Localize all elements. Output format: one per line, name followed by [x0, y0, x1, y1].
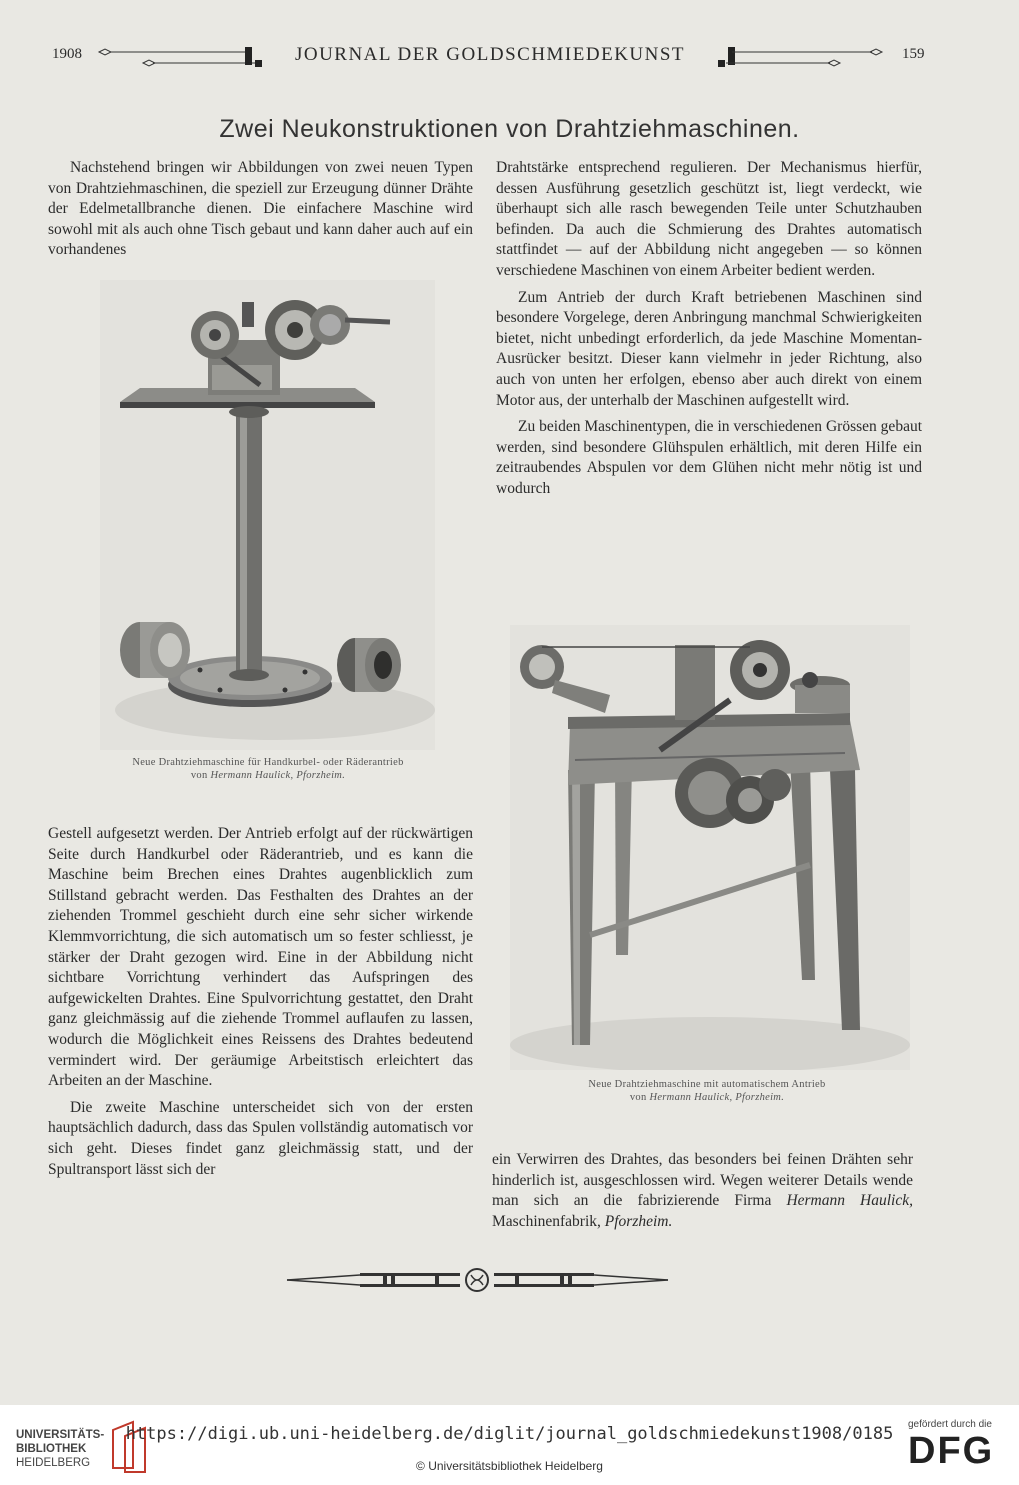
page-number: 159 — [902, 46, 925, 62]
figure-1-caption — [88, 756, 448, 782]
caption-maker-line — [522, 1091, 892, 1104]
year: 1908 — [52, 46, 82, 62]
figure-hand-crank-machine — [100, 280, 435, 750]
right-column-bottom — [492, 1150, 913, 1232]
library-line: BIBLIOTHEK — [16, 1443, 87, 1455]
figure-2-caption — [522, 1078, 892, 1104]
paragraph: Nachstehend bringen wir Abbildungen von zwei neuen Typen von Drahtziehmaschinen, die speziell zur Erzeugung dünner Drähte der Edelmetallbranche dienen. Die einfachere Maschine wird sowohl mit als auch ohne Tisch gebaut und kann daher auch auf ein vorhandenes — [48, 159, 473, 259]
permalink-url[interactable]: https://digi.ub.uni-heidelberg.de/diglit/journal_goldschmiedekunst1908/0185 — [125, 1424, 894, 1444]
paragraph — [492, 1150, 913, 1232]
funding-label: gefördert durch die — [908, 1419, 992, 1430]
left-column-top — [48, 158, 473, 261]
text-segment: Maschinenfabrik, — [492, 1212, 601, 1230]
caption-maker-line — [88, 769, 448, 782]
caption-von: von — [190, 770, 208, 781]
paragraph: Zu beiden Maschinentypen, die in verschiedenen Grössen gebaut werden, sind besondere Glühspulen erhältlich, mit deren Hilfe ein zeitraubendes Abspulen vor dem Glühen nicht mehr nötig ist und wodurch — [496, 418, 922, 497]
firm-name: Hermann Haulick, — [786, 1192, 913, 1210]
journal-title: JOURNAL DER GOLDSCHMIEDEKUNST — [294, 44, 686, 65]
dfg-logo: DFG — [908, 1430, 995, 1472]
city-name: Pforzheim. — [604, 1212, 673, 1230]
text-segment: ein Verwirren des Drahtes, das besonders bei feinen Drähten sehr hinderlich ist, ausgeschlossen wird. Wegen weiterer Details wende man sich an die fabrizierende Firma — [492, 1151, 913, 1210]
right-column-top — [496, 158, 922, 500]
header-rule-right — [702, 44, 887, 70]
left-column-bottom — [48, 824, 473, 1180]
caption-title: Neue Drahtziehmaschine für Handkurbel- oder Räderantrieb — [132, 757, 404, 768]
copyright-text: © Universitätsbibliothek Heidelberg — [416, 1459, 603, 1473]
paragraph: Gestell aufgesetzt werden. Der Antrieb erfolgt auf der rückwärtigen Seite durch Handkurbel oder Räderantrieb, und es kann die Maschine beim Brechen eines Drahtes augenblicklich zum Stillstand gebracht werden. Das Festhalten des Drahtes an der ziehenden Trommel geschieht durch eine sehr sicher wirkende Klemmvorrichtung, die sich automatisch um so fester schliesst, je stärker der Draht gezogen wird. Eine in der Abbildung nicht sichtbare Vorrichtung verhindert das Aufspringen des aufgewickelten Drahtes. Eine Spulvorrichtung gestattet, den Draht ganz gleichmässig auf die ziehende Trommel auflaufen zu lassen, wodurch die Möglichkeit eines Reissens des Drahtes bedeutend vermindert wird. Der geräumige Arbeitstisch erleichtert das Arbeiten an der Maschine. — [48, 825, 473, 1090]
figure-automatic-machine — [510, 625, 910, 1070]
article-title: Zwei Neukonstruktionen von Drahtziehmaschinen. — [219, 115, 800, 143]
header-rule-left — [95, 44, 280, 70]
caption-title: Neue Drahtziehmaschine mit automatischem Antrieb — [588, 1079, 826, 1090]
ornament-divider — [285, 1267, 670, 1293]
caption-maker: Hermann Haulick, Pforzheim. — [649, 1092, 785, 1103]
library-line: HEIDELBERG — [16, 1457, 91, 1469]
library-line: UNIVERSITÄTS- — [16, 1429, 105, 1441]
caption-von: von — [629, 1092, 647, 1103]
caption-maker: Hermann Haulick, Pforzheim. — [210, 770, 346, 781]
paragraph: Zum Antrieb der durch Kraft betriebenen Maschinen sind besondere Vorgelege, deren Anbringung manchmal Schwierigkeiten bietet, nicht unbedingt erforderlich, da jede Maschine Momentan-Ausrücker besitzt. Dieser kann vielmehr in jeder Richtung, also auch von unten her erfolgen, ebenso aber auch direkt von einem Motor aus, der unterhalb der Maschinen aufgestellt wird. — [496, 288, 922, 409]
paragraph: Die zweite Maschine unterscheidet sich von der ersten hauptsächlich dadurch, dass das Spulen vollständig automatisch vor sich geht. Dieses findet ganz gleichmässig statt, und der Spultransport lässt sich der — [48, 1098, 473, 1178]
paragraph: Drahtstärke entsprechend regulieren. Der Mechanismus hierfür, dessen Ausführung gesetzlich geschützt ist, liegt verdeckt, wie überhaupt sich alle rasch bewegenden Teile unter Schutzhauben befinden. Da auch die Schmierung des Drahtes automatisch stattfindet — auf der Abbildung nicht angegeben — so können verschiedene Maschinen von einem Arbeiter bedient werden. — [496, 159, 922, 279]
